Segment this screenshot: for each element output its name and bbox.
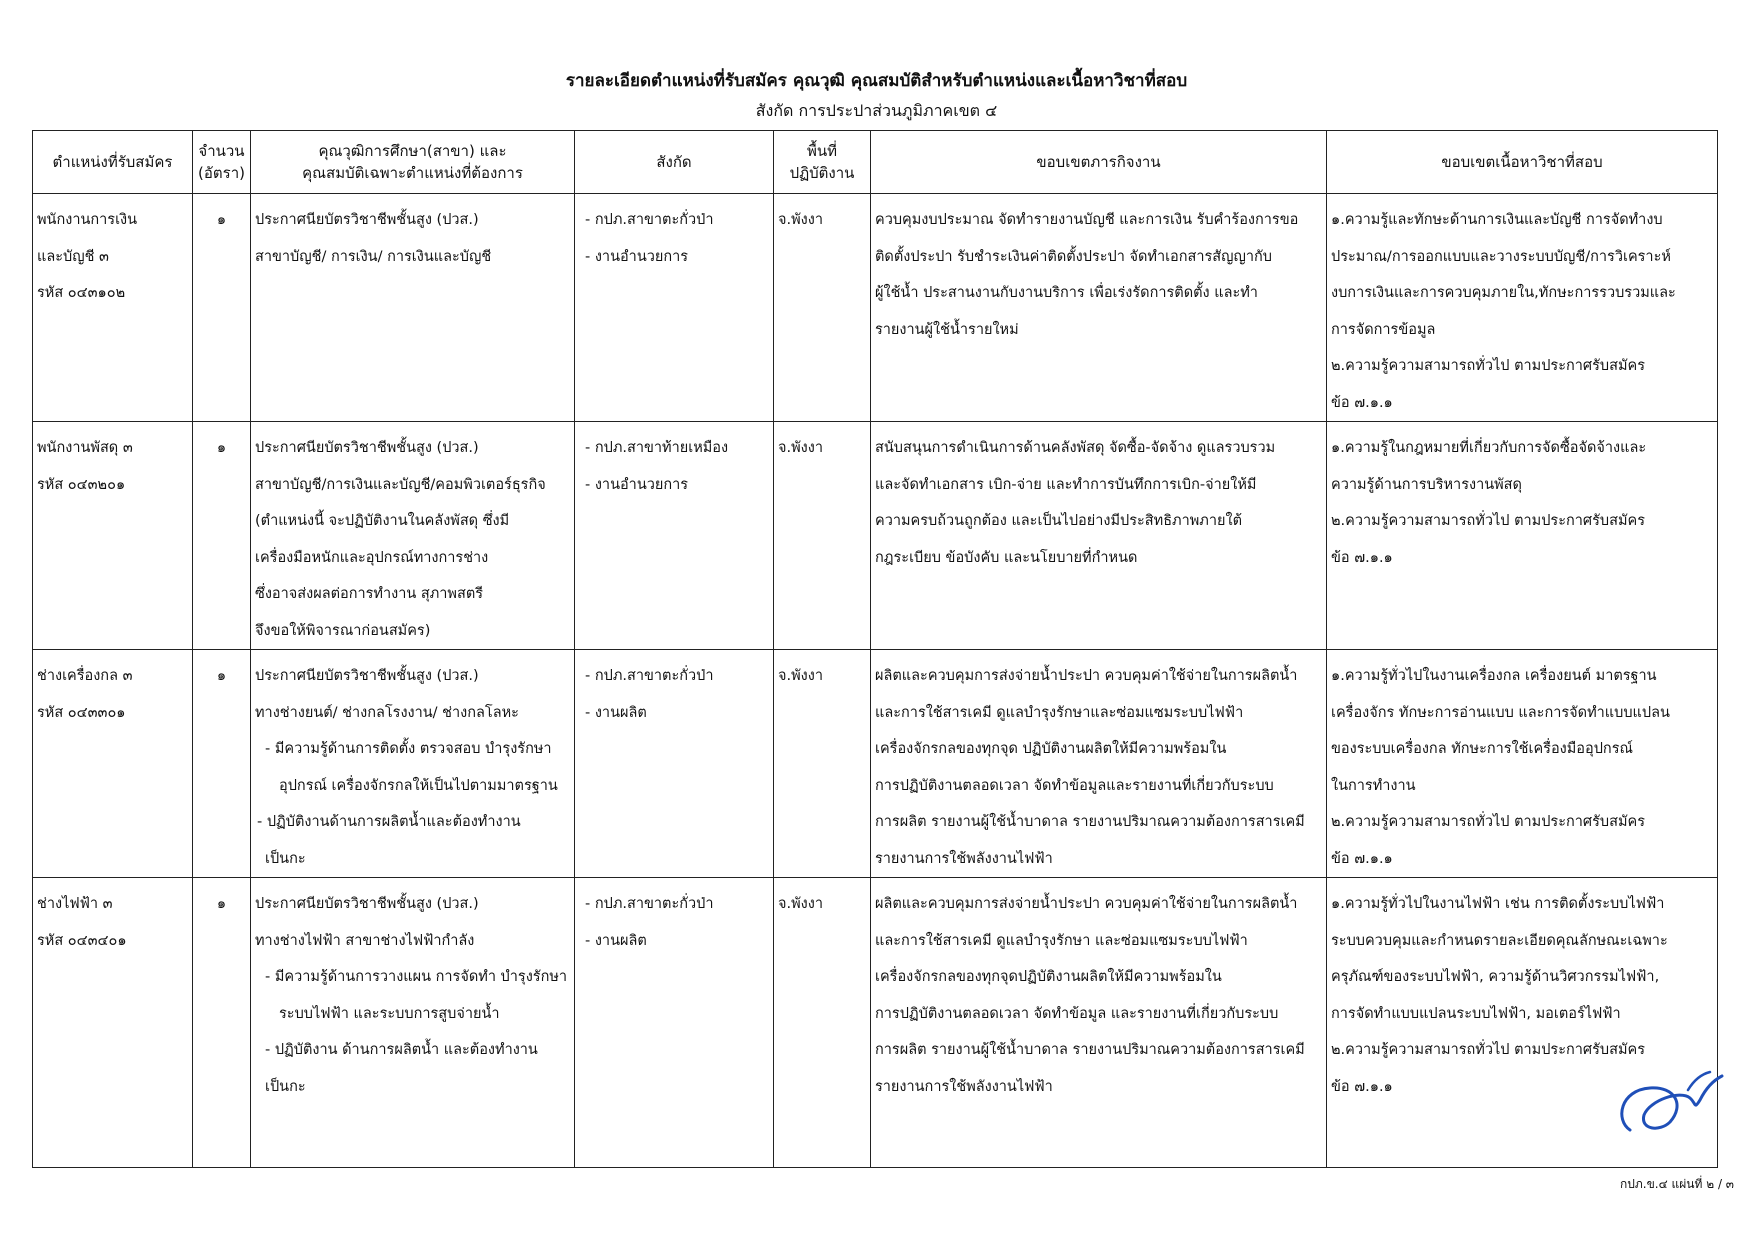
department-cell: - กปภ.สาขาตะกั่วป่า - งานผลิต [575,878,774,1168]
position-cell: ช่างเครื่องกล ๓ รหัส ๐๔๓๓๐๑ [33,650,193,878]
department-cell: - กปภ.สาขาตะกั่วป่า - งานผลิต [575,650,774,878]
count-cell: ๑ [193,422,251,650]
header-scope: ขอบเขตภารกิจงาน [871,131,1327,194]
area-cell: จ.พังงา [774,194,871,422]
header-qualification: คุณวุฒิการศึกษา(สาขา) และ คุณสมบัติเฉพาะตำแหน่งที่ต้องการ [251,131,575,194]
position-cell: พนักงานการเงิน และบัญชี ๓ รหัส ๐๔๓๑๐๒ [33,194,193,422]
document-subtitle: สังกัด การประปาส่วนภูมิภาคเขต ๔ [755,101,998,120]
table-row [33,194,1718,422]
signature-mark [1610,1060,1730,1150]
area-cell: จ.พังงา [774,650,871,878]
department-cell: - กปภ.สาขาตะกั่วป่า - งานอำนวยการ [575,194,774,422]
scope-cell: สนับสนุนการดำเนินการด้านคลังพัสดุ จัดซื้อ-จัดจ้าง ดูแลรวบรวม และจัดทำเอกสาร เบิก-จ่าย และทำการบันทึกการเบิก-จ่ายให้มี ความครบถ้วนถูกต้อง และเป็นไปอย่างมีประสิทธิภาพภายใต้ กฎระเบียบ ข้อบังคับ และนโยบายที่กำหนด [871,422,1327,650]
qualification-cell: ประกาศนียบัตรวิชาชีพชั้นสูง (ปวส.) สาขาบัญชี/ การเงิน/ การเงินและบัญชี [251,194,575,422]
subjects-cell: ๑.ความรู้ทั่วไปในงานเครื่องกล เครื่องยนต์ มาตรฐาน เครื่องจักร ทักษะการอ่านแบบ และการจัดทำแบบแปลน ของระบบเครื่องกล ทักษะการใช้เครื่องมืออุปกรณ์ ในการทำงาน ๒.ความรู้ความสามารถทั่วไป ตามประกาศรับสมัคร ข้อ ๗.๑.๑ [1327,650,1718,878]
scope-cell: ควบคุมงบประมาณ จัดทำรายงานบัญชี และการเงิน รับคำร้องการขอ ติดตั้งประปา รับชำระเงินค่าติดตั้งประปา จัดทำเอกสารสัญญากับ ผู้ใช้น้ำ ประสานงานกับงานบริการ เพื่อเร่งรัดการติดตั้ง และทำ รายงานผู้ใช้น้ำรายใหม่ [871,194,1327,422]
subjects-cell: ๑.ความรู้ในกฎหมายที่เกี่ยวกับการจัดซื้อจัดจ้างและ ความรู้ด้านการบริหารงานพัสดุ ๒.ความรู้ความสามารถทั่วไป ตามประกาศรับสมัคร ข้อ ๗.๑.๑ [1327,422,1718,650]
count-cell: ๑ [193,194,251,422]
qualification-cell: ประกาศนียบัตรวิชาชีพชั้นสูง (ปวส.) สาขาบัญชี/การเงินและบัญชี/คอมพิวเตอร์ธุรกิจ (ตำแหน่งนี้ จะปฏิบัติงานในคลังพัสดุ ซึ่งมี เครื่องมือหนักและอุปกรณ์ทางการช่าง ซึ่งอาจส่งผลต่อการทำงาน สุภาพสตรี จึงขอให้พิจารณาก่อนสมัคร) [251,422,575,650]
document-title: รายละเอียดตำแหน่งที่รับสมัคร คุณวุฒิ คุณสมบัติสำหรับตำแหน่งและเนื้อหาวิชาที่สอบ [565,71,1188,91]
header-subjects: ขอบเขตเนื้อหาวิชาที่สอบ [1327,131,1718,194]
scope-cell: ผลิตและควบคุมการส่งจ่ายน้ำประปา ควบคุมค่าใช้จ่ายในการผลิตน้ำ และการใช้สารเคมี ดูแลบำรุงรักษาและซ่อมแซมระบบไฟฟ้า เครื่องจักรกลของทุกจุด ปฏิบัติงานผลิตให้มีความพร้อมใน การปฏิบัติงานตลอดเวลา จัดทำข้อมูลและรายงานที่เกี่ยวกับระบบ การผลิต รายงานผู้ใช้น้ำบาดาล รายงานปริมาณความต้องการสารเคมี รายงานการใช้พลังงานไฟฟ้า [871,650,1327,878]
area-cell: จ.พังงา [774,878,871,1168]
scope-cell: ผลิตและควบคุมการส่งจ่ายน้ำประปา ควบคุมค่าใช้จ่ายในการผลิตน้ำ และการใช้สารเคมี ดูแลบำรุงรักษา และซ่อมแซมระบบไฟฟ้า เครื่องจักรกลของทุกจุดปฏิบัติงานผลิตให้มีความพร้อมใน การปฏิบัติงานตลอดเวลา จัดทำข้อมูล และรายงานที่เกี่ยวกับระบบ การผลิต รายงานผู้ใช้น้ำบาดาล รายงานปริมาณความต้องการสารเคมี รายงานการใช้พลังงานไฟฟ้า [871,878,1327,1168]
qualification-cell: ประกาศนียบัตรวิชาชีพชั้นสูง (ปวส.) ทางช่างไฟฟ้า สาขาช่างไฟฟ้ากำลัง - มีความรู้ด้านการวางแผน การจัดทำ บำรุงรักษา ระบบไฟฟ้า และระบบการสูบจ่ายน้ำ - ปฏิบัติงาน ด้านการผลิตน้ำ และต้องทำงาน เป็นกะ [251,878,575,1168]
table-row [33,650,1718,878]
qualification-cell: ประกาศนียบัตรวิชาชีพชั้นสูง (ปวส.) ทางช่างยนต์/ ช่างกลโรงงาน/ ช่างกลโลหะ - มีความรู้ด้านการติดตั้ง ตรวจสอบ บำรุงรักษา อุปกรณ์ เครื่องจักรกลให้เป็นไปตามมาตรฐาน - ปฏิบัติงานด้านการผลิตน้ำและต้องทำงาน เป็นกะ [251,650,575,878]
count-cell: ๑ [193,878,251,1168]
subjects-cell: ๑.ความรู้และทักษะด้านการเงินและบัญชี การจัดทำงบ ประมาณ/การออกแบบและวางระบบบัญชี/การวิเคราะห์ งบการเงินและการควบคุมภายใน,ทักษะการรวบรวมและ การจัดการข้อมูล ๒.ความรู้ความสามารถทั่วไป ตามประกาศรับสมัคร ข้อ ๗.๑.๑ [1327,194,1718,422]
area-cell: จ.พังงา [774,422,871,650]
position-cell: ช่างไฟฟ้า ๓ รหัส ๐๔๓๔๐๑ [33,878,193,1168]
department-cell: - กปภ.สาขาท้ายเหมือง - งานอำนวยการ [575,422,774,650]
header-department: สังกัด [575,131,774,194]
positions-table [32,130,1718,1168]
table-row [33,878,1718,1168]
header-area: พื้นที่ ปฏิบัติงาน [774,131,871,194]
position-cell: พนักงานพัสดุ ๓ รหัส ๐๔๓๒๐๑ [33,422,193,650]
header-count: จำนวน (อัตรา) [193,131,251,194]
table-row [33,422,1718,650]
page-number: กปภ.ข.๔ แผ่นที่ ๒ / ๓ [1620,1177,1734,1191]
table-header-row [33,131,1718,194]
count-cell: ๑ [193,650,251,878]
header-position: ตำแหน่งที่รับสมัคร [33,131,193,194]
subjects-cell: ๑.ความรู้ทั่วไปในงานไฟฟ้า เช่น การติดตั้งระบบไฟฟ้า ระบบควบคุมและกำหนดรายละเอียดคุณลักษณะเฉพาะ ครุภัณฑ์ของระบบไฟฟ้า, ความรู้ด้านวิศวกรรมไฟฟ้า, การจัดทำแบบแปลนระบบไฟฟ้า, มอเตอร์ไฟฟ้า ๒.ความรู้ความสามารถทั่วไป ตามประกาศรับสมัคร ข้อ ๗.๑.๑ [1327,878,1718,1168]
